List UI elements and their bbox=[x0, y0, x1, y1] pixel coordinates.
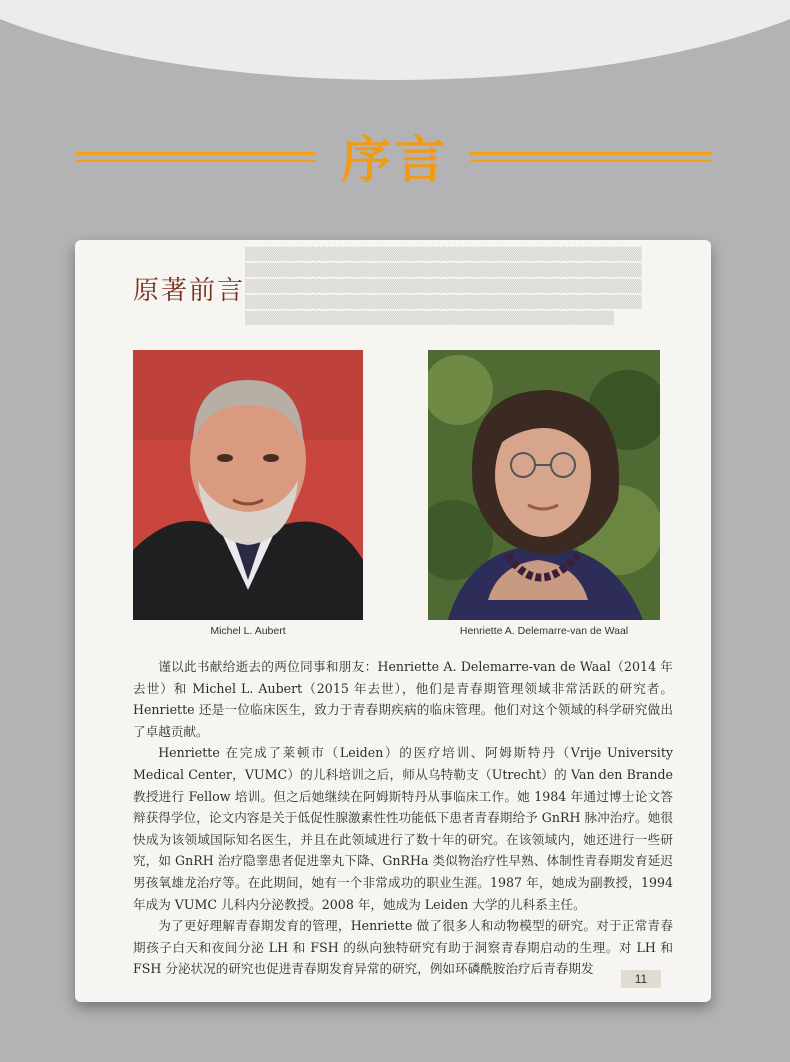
portrait-photo-delemarre bbox=[428, 350, 660, 620]
photo-caption-aubert: Michel L. Aubert bbox=[210, 625, 286, 637]
banner-line-right-lower bbox=[470, 160, 712, 162]
banner-title: 序言 bbox=[341, 131, 449, 189]
paragraph: 谨以此书献给逝去的两位同事和朋友：Henriette A. Delemarre-van de Waal（2014 年去世）和 Michel L. Aubert（2015 年去世），他们是青春期管理领域非常活跃的研究者。Henriette 还是一位临床医生，致力于青春期疾病的临床管理。他们对这个领域的科学研究做出了卓越贡献。 bbox=[133, 659, 673, 739]
page-number: 11 bbox=[621, 970, 661, 988]
paragraph: Henriette 在完成了莱顿市（Leiden）的医疗培训、阿姆斯特丹（Vrije University Medical Center，VUMC）的儿科培训之后，师从乌特勒支（Utrecht）的 Van den Brande 教授进行 Fellow 培训。但之后她继续在阿姆斯特丹从事临床工作。她 1984 年通过博士论文答辩获得学位，论文内容是关于低促性腺激素性性功能低下患者青春期给予 GnRH 脉冲治疗。她很快成为该领域国际知名医生，并且在此领域进行了数十年的研究。在该领域内，她还进行一些研究，如 GnRH 治疗隐睾患者促进睾丸下降、GnRHa 类似物治疗性早熟、体制性青春期发育延迟男孩氧雄龙治疗等。在此期间，她有一个非常成功的职业生涯。1987 年，她成为副教授，1994 年成为 VUMC 儿科内分泌教授。2008 年，她成为 Leiden 大学的儿科系主任。 bbox=[133, 745, 673, 912]
page-title: 原著前言 bbox=[133, 276, 246, 306]
portrait-photo-aubert bbox=[133, 350, 363, 620]
section-banner bbox=[0, 118, 790, 198]
body-text bbox=[133, 656, 673, 980]
show-through-text: ▒▒▒▒▒▒▒▒▒▒▒▒▒▒▒▒▒▒▒▒▒▒▒▒▒▒▒▒▒▒▒▒▒▒▒▒▒▒▒▒▒▒▒ ▒▒▒▒▒▒▒▒▒▒▒▒▒▒▒▒▒▒▒▒▒▒▒▒▒▒▒▒▒▒▒▒▒▒▒▒▒▒▒▒▒▒▒ ▒▒▒▒▒▒▒▒▒▒▒▒▒▒▒▒▒▒▒▒▒▒▒▒▒▒▒▒▒▒▒▒▒▒▒▒▒▒▒▒▒▒▒ ▒▒▒▒▒▒▒▒▒▒▒▒▒▒▒▒▒▒▒▒▒▒▒▒▒▒▒▒▒▒▒▒▒▒▒▒▒▒▒▒▒▒▒ ▒▒▒▒▒▒▒▒▒▒▒▒▒▒▒▒▒▒▒▒▒▒▒▒▒▒▒▒▒▒▒▒▒▒▒▒▒▒▒▒ bbox=[245, 247, 642, 325]
background-arc bbox=[0, 0, 790, 80]
paragraph: 为了更好理解青春期发育的管理，Henriette 做了很多人和动物模型的研究。对于正常青春期孩子白天和夜间分泌 LH 和 FSH 的纵向独特研究有助于洞察青春期启动的生理。对 LH 和 FSH 分泌状况的研究也促进青春期发育异常的研究，例如环磷酰胺治疗后青春期发 bbox=[133, 918, 673, 977]
book-page bbox=[75, 240, 711, 1002]
photo-caption-delemarre: Henriette A. Delemarre-van de Waal bbox=[459, 625, 629, 637]
banner-line-right bbox=[470, 152, 712, 155]
